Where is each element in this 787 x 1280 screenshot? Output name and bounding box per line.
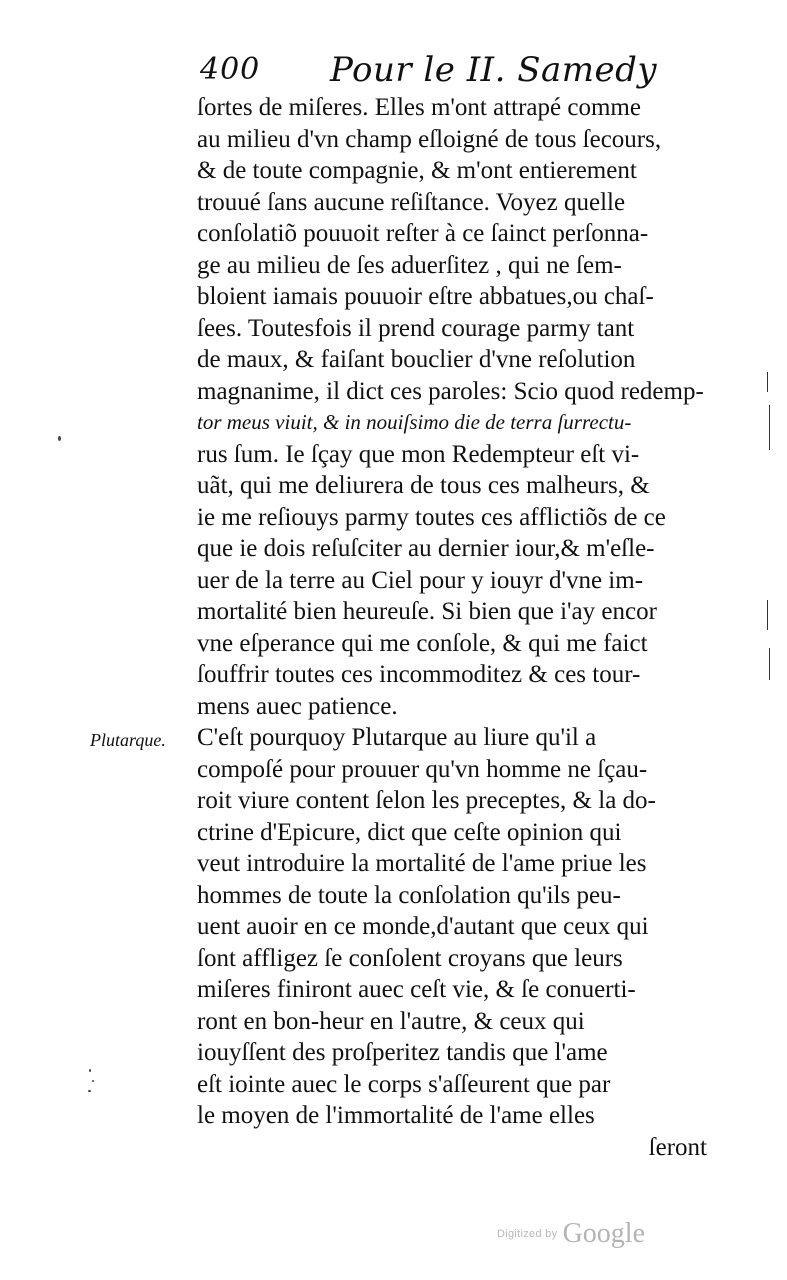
- text-line: conſolatiõ pouuoit reſter à ce ſainct perſonna-: [197, 220, 649, 247]
- text-line: ſouffrir toutes ces incommoditez & ces tour-: [197, 661, 641, 688]
- text-line: ctrine d'Epicure, dict que ceſte opinion qui: [197, 818, 622, 846]
- text-line: ſont affligez ſe conſolent croyans que leurs: [197, 944, 623, 972]
- text-line: eſt iointe auec le corps s'aſſeurent que par: [197, 1070, 611, 1098]
- catchword: ſeront: [648, 1133, 707, 1161]
- page-number: 400: [200, 52, 261, 87]
- margin-note: Plutarque.: [90, 730, 166, 750]
- google-watermark: [497, 1218, 645, 1250]
- body-text: [197, 92, 707, 1163]
- text-line: hommes de toute la conſolation qu'ils peu-: [197, 881, 621, 909]
- text-line: ſortes de miſeres. Elles m'ont attrapé comme: [197, 94, 641, 121]
- text-line: ront en bon-heur en l'autre, & ceux qui: [197, 1007, 585, 1035]
- page-header: [200, 52, 700, 96]
- scan-artifact-line: [767, 600, 768, 630]
- scan-artifact-line: [767, 372, 768, 392]
- text-line: miſeres finiront auec ceſt vie, & ſe conuerti-: [197, 976, 636, 1003]
- text-line: compoſé pour prouuer qu'vn homme ne ſçau-: [197, 755, 648, 783]
- text-line: vne eſperance qui me conſole, & qui me faict: [197, 629, 648, 657]
- text-line: uãt, qui me deliurera de tous ces malheurs, &: [197, 472, 650, 499]
- text-line: ſees. Toutesfois il prend courage parmy tant: [197, 314, 635, 342]
- scan-artifact-line: [769, 648, 770, 680]
- ink-speck: [88, 1090, 91, 1092]
- text-line: uent auoir en ce monde,d'autant que ceux qui: [197, 913, 649, 940]
- text-line: au milieu d'vn champ eſloigné de tous ſecours,: [197, 125, 662, 153]
- text-line: trouué ſans aucune reſiſtance. Voyez quelle: [197, 188, 626, 216]
- scan-artifact-line: [769, 405, 770, 450]
- ink-speck: [89, 1069, 91, 1072]
- text-line: ie me reſiouys parmy toutes ces afflictiõs de ce: [197, 503, 666, 531]
- text-line: bloient iamais pouuoir eſtre abbatues,ou chaſ-: [197, 283, 654, 310]
- text-line: rus ſum. Ie ſçay que mon Redempteur eſt vi-: [197, 440, 640, 468]
- latin-quote-line: tor meus viuit, & in nouiſsimo die de terra ſurrectu-: [197, 410, 632, 434]
- text-line: ge au milieu de ſes aduerſitez , qui ne ſem-: [197, 251, 622, 279]
- text-line: veut introduire la mortalité de l'ame priue les: [197, 850, 647, 877]
- google-logo: Google: [562, 1218, 645, 1249]
- text-line: roit viure content ſelon les preceptes, & la do-: [197, 787, 656, 814]
- text-line: uer de la terre au Ciel pour y iouyr d'vne im-: [197, 566, 644, 594]
- text-line: & de toute compagnie, & m'ont entierement: [197, 157, 637, 184]
- ink-speck: [58, 436, 61, 441]
- running-title: Pour le II. Samedy: [330, 50, 658, 90]
- text-line: C'eſt pourquoy Plutarque au liure qu'il a: [197, 724, 597, 751]
- text-line: de maux, & faiſant bouclier d'vne reſolution: [197, 346, 636, 373]
- text-line: magnanime, il dict ces paroles: Scio quod redemp-: [197, 377, 704, 405]
- text-line: le moyen de l'immortalité de l'ame elles: [197, 1102, 595, 1129]
- text-line: que ie dois reſuſciter au dernier iour,& m'eſle-: [197, 535, 655, 562]
- text-line: mens auec patience.: [197, 692, 398, 720]
- text-line: iouyſſent des proſperitez tandis que l'ame: [197, 1039, 608, 1066]
- watermark-prefix: Digitized by: [497, 1228, 558, 1240]
- text-line: mortalité bien heureuſe. Si bien que i'ay encor: [197, 598, 657, 625]
- ink-speck: [92, 1080, 94, 1082]
